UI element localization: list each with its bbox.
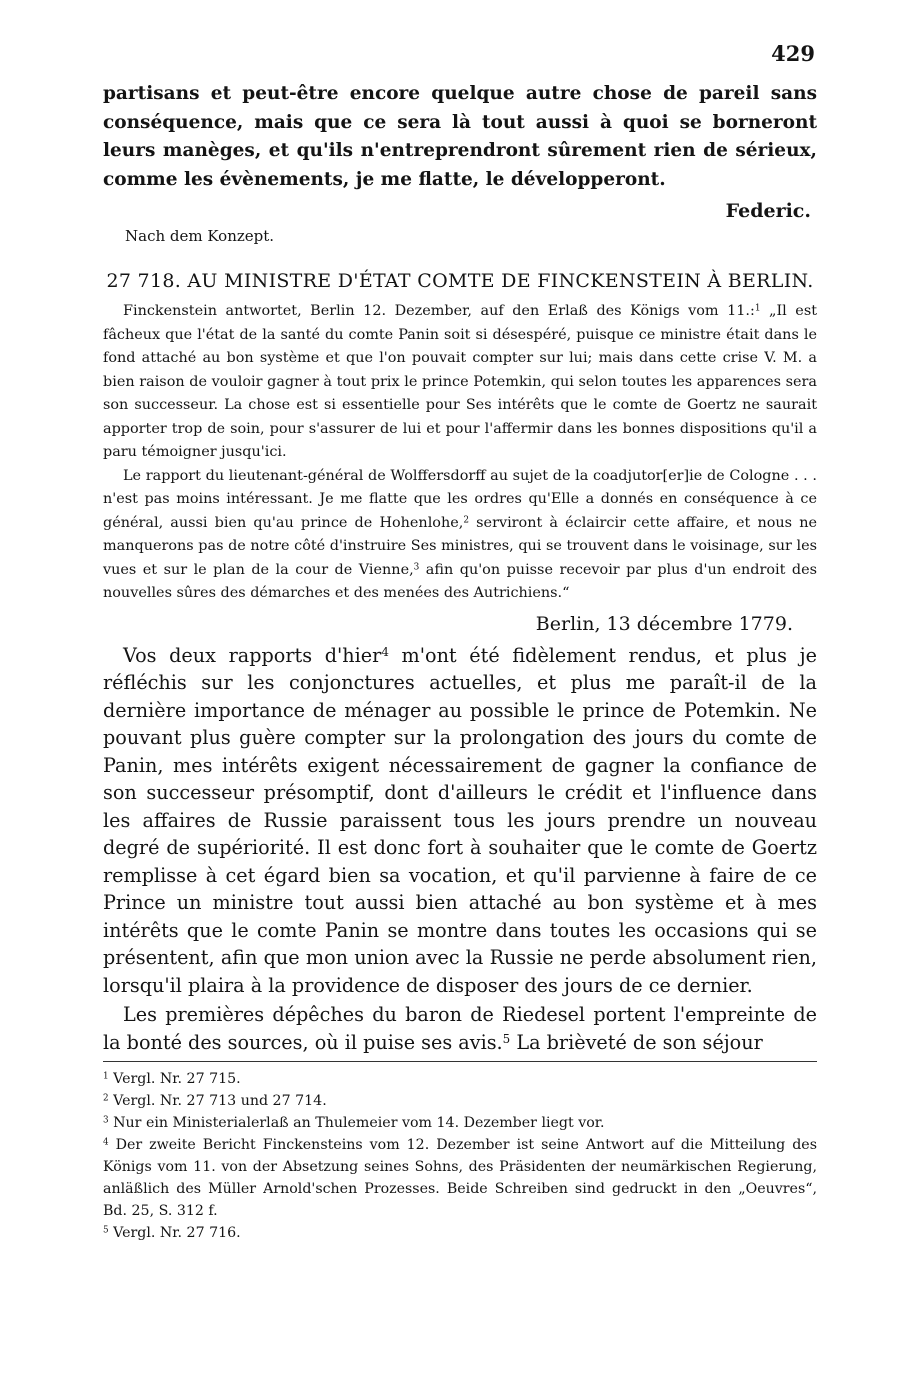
footnote-text: Vergl. Nr. 27 713 und 27 714. bbox=[113, 1093, 327, 1109]
footnote bbox=[103, 1090, 817, 1112]
summary-paragraph bbox=[103, 300, 817, 465]
footnote-mark: 3 bbox=[103, 1115, 109, 1126]
body-text: m'ont été fidèlement rendus, et plus je réfléchis sur les conjonctures actuelles, et plus me paraît-il de la dernière importance de ménager au possible le prince de Potemkin. Ne pouvant plus guère compter sur la prolongation des jours du comte de Panin, mes intérêts exigent nécessairement de gagner la confiance de son successeur présomptif, dont d'ailleurs le crédit et l'influence dans les affaires de Russie paraissent tous les jours prendre un nouveau degré de supériorité. Il est donc fort à souhaiter que le comte de Goertz remplisse à cet égard bien sa vocation, et qu'il parvienne à faire de ce Prince un ministre tout aussi bien attaché au bon système et à mes intérêts que le comte Panin se montre dans toutes les occasions qui se présentent, afin que mon union avec la Russie ne perde absolument rien, lorsqu'il plaira à la providence de disposer des jours de ce dernier. bbox=[103, 643, 817, 997]
footnote bbox=[103, 1134, 817, 1222]
summary-text: serviront à éclaircir cette affaire, et nous ne manquerons pas de notre côté d'instruire Ses ministres, qui se trouvent dans le voisinage, sur les vues et sur le plan de la cour de Vienne, bbox=[103, 514, 817, 578]
footnote-mark: 4 bbox=[103, 1137, 109, 1148]
source-note: Nach dem Konzept. bbox=[125, 227, 275, 245]
footnote-mark: 5 bbox=[103, 1225, 109, 1236]
body-text: La brièveté de son séjour bbox=[510, 1030, 763, 1054]
footnote-ref[interactable]: 3 bbox=[413, 562, 420, 573]
letter-body bbox=[103, 642, 817, 1057]
body-paragraph bbox=[103, 1001, 817, 1056]
footnote-mark: 1 bbox=[103, 1071, 109, 1082]
footnote bbox=[103, 1068, 817, 1090]
body-text: Vos deux rapports d'hier bbox=[123, 643, 382, 667]
summary-text: „Il est fâcheux que l'état de la santé du comte Panin soit si désespéré, puisque ce ministre était dans le fond attaché au bon système et que l'on pouvait compter sur lui; mais dans cette crise V. M. a bien raison de vouloir gagner à tout prix le prince Potemkin, qui selon toutes les apparences sera son successeur. La chose est si essentielle pour Ses intérêts que le comte de Goertz ne saurait apporter trop de soin, pour s'assurer de lui et pour l'affermir dans les bonnes dispositions qu'il a paru témoigner jusqu'ici. bbox=[103, 303, 817, 460]
document-title: AU MINISTRE D'ÉTAT COMTE DE FINCKENSTEIN À BERLIN. bbox=[187, 270, 814, 292]
footnote-ref[interactable]: 2 bbox=[463, 515, 470, 526]
footnote-text: Der zweite Bericht Finckensteins vom 12. Dezember ist seine Antwort auf die Mitteilung des Königs vom 11. von der Absetzung seines Sohns, des Präsidenten der neumärkischen Regierung, anläßlich des Müller Arnold'schen Prozesses. Beide Schreiben sind gedruckt in den „Oeuvres“, Bd. 25, S. 312 f. bbox=[103, 1137, 817, 1219]
body-paragraph bbox=[103, 642, 817, 1000]
document-number: 27 718. bbox=[106, 270, 182, 292]
summary-block bbox=[103, 300, 817, 606]
body-text: Les premières dépêches du baron de Riedesel portent l'empreinte de la bonté des sources, où il puise ses avis. bbox=[103, 1003, 817, 1054]
footnote-ref[interactable]: 4 bbox=[381, 644, 389, 659]
summary-text: Le rapport du lieutenant-général de Wolffersdorff au sujet de la coadjutor[er]ie de Cologne . . . n'est pas moins intéressant. Je me flatte que les ordres qu'Elle a donnés en conséquence à ce général, aussi bien qu'au prince de Hohenlohe, bbox=[103, 467, 817, 531]
signature: Federic. bbox=[725, 200, 811, 222]
book-page bbox=[103, 40, 817, 1360]
summary-text: Finckenstein antwortet, Berlin 12. Dezember, auf den Erlaß des Königs vom 11.: bbox=[123, 303, 755, 319]
footnote-ref[interactable]: 1 bbox=[754, 303, 761, 314]
summary-text: afin qu'on puisse recevoir par plus d'un endroit des nouvelles sûres des démarches et des menées des Autrichiens.“ bbox=[103, 561, 817, 601]
page-number: 429 bbox=[771, 41, 815, 66]
footnote-ref[interactable]: 5 bbox=[502, 1031, 511, 1046]
footnote-text: Vergl. Nr. 27 715. bbox=[113, 1071, 241, 1087]
summary-paragraph bbox=[103, 465, 817, 606]
footnote-text: Vergl. Nr. 27 716. bbox=[113, 1225, 241, 1241]
footnote-divider bbox=[103, 1061, 817, 1062]
footnote-text: Nur ein Ministerialerlaß an Thulemeier vom 14. Dezember liegt vor. bbox=[113, 1115, 605, 1131]
footnote bbox=[103, 1222, 817, 1244]
continued-letter-text: partisans et peut-être encore quelque autre chose de pareil sans conséquence, mais que ce sera là tout aussi à quoi se borneront leurs manèges, et qu'ils n'entreprendront sûrement rien de sérieux, comme les évènements, je me flatte, le développeront. bbox=[103, 83, 817, 190]
footnotes bbox=[103, 1068, 817, 1244]
dateline: Berlin, 13 décembre 1779. bbox=[535, 612, 793, 635]
document-heading bbox=[103, 270, 817, 292]
footnote-mark: 2 bbox=[103, 1093, 109, 1104]
footnote bbox=[103, 1112, 817, 1134]
